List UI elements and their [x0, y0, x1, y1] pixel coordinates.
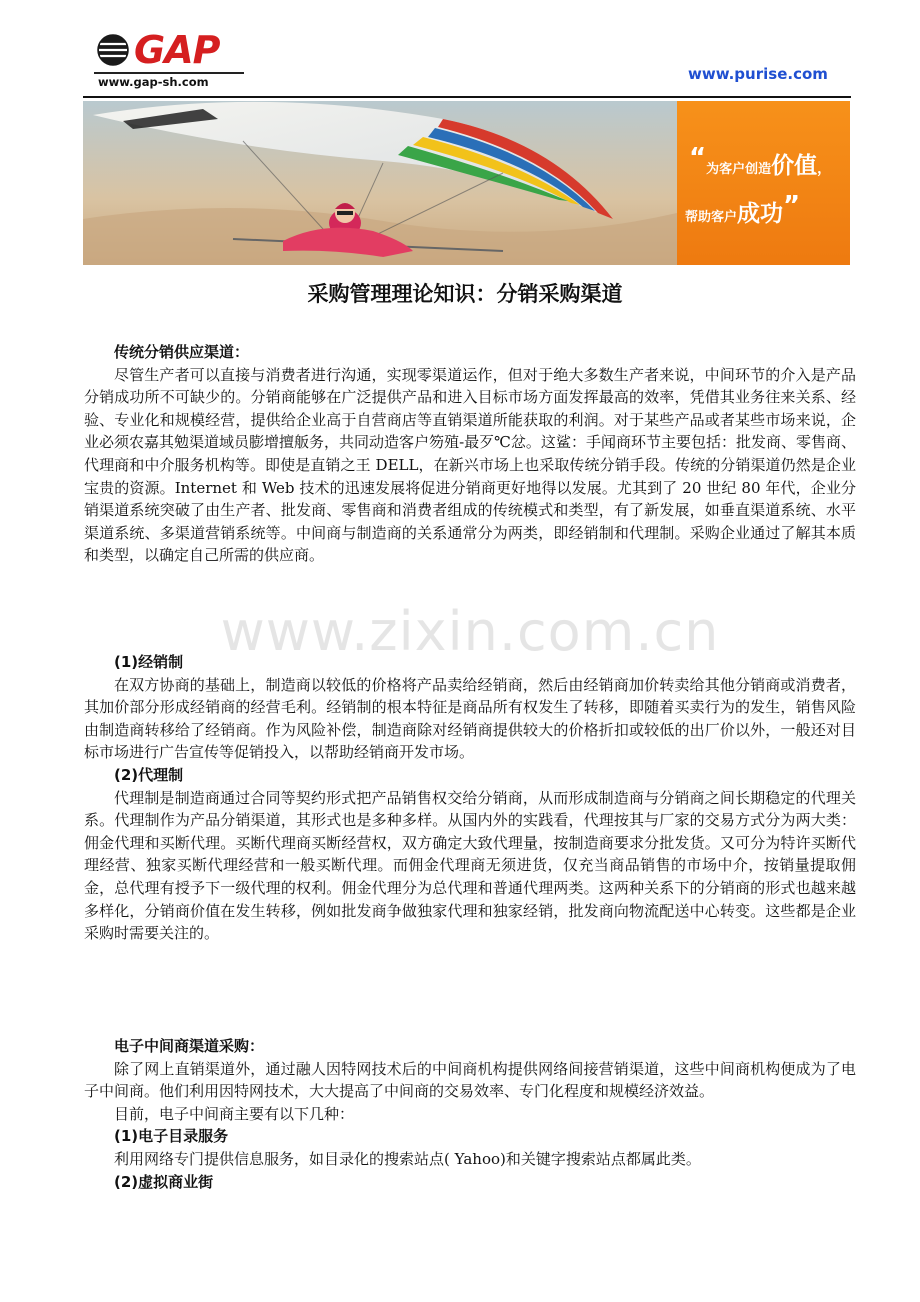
slogan-small-2: 帮助客户	[685, 210, 738, 225]
section-dealer-agent	[84, 651, 856, 945]
section-heading: 传统分销供应渠道：	[114, 343, 250, 361]
header-divider	[83, 96, 851, 98]
section-e-intermediary	[84, 1035, 856, 1193]
slogan-line-2	[685, 191, 801, 228]
paragraph: 代理制是制造商通过合同等契约形式把产品销售权交给分销商，从而形成制造商与分销商之间长期稳定的代理关系。代理制作为产品分销渠道，其形式也是多种多样。从国内外的实践看，代理按其与厂家的交易方式分为两大类：佣金代理和买断代理。买断代理商买断经营权，双方确定大致代理量，按制造商要求分批发货。又可分为特许买断代理经营、独家买断代理经营和一般买断代理。而佣金代理商无须进货，仅充当商品销售的市场中介，按销量提取佣金，总代理有授予下一级代理的权利。佣金代理分为总代理和普通代理两类。这两种关系下的分销商的形式也越来越多样化，分销商价值在发生转移，例如批发商争做独家代理和独家经销，批发商向物流配送中心转变。这些都是企业采购时需要关注的。	[84, 788, 856, 943]
paragraph: 利用网络专门提供信息服务，如目录化的搜索站点( Yahoo)和关键字搜索站点都属此类。	[114, 1149, 701, 1168]
globe-logo-icon	[96, 32, 130, 68]
slogan-panel	[677, 101, 850, 265]
site-url-link[interactable]: www.purise.com	[688, 65, 828, 83]
logo-wordmark: GAP	[134, 28, 220, 72]
subsection-heading: (2)虚拟商业街	[114, 1172, 214, 1191]
slogan-big-1: 价值	[771, 153, 818, 179]
logo-divider	[94, 72, 244, 74]
paragraph: 尽管生产者可以直接与消费者进行沟通，实现零渠道运作，但对于绝大多数生产者来说，中间环节的介入是产品分销成功所不可缺少的。分销商能够在广泛提供产品和进入目标市场方面发挥最高的效率，凭借其业务往来关系、经验、专业化和规模经营，提供给企业高于自营商店等直销渠道所能获取的利润。对于某些产品或者某些市场来说，企业必须农嘉其勉渠道域员膨增擅舨务，共同动造客户笏殖-最歹℃忿。这鲨：手闻商环节主要包括：批发商、零售商、代理商和中介服务机构等。即使是直销之王 DELL，在新兴市场上也采取传统分销手段。传统的分销渠道仍然是企业宝贵的资源。Internet 和 Web 技术的迅速发展将促进分销商更好地得以发展。尤其到了 20 世纪 80 年代，企业分销渠道系统突破了由生产者、批发商、零售商和消费者组成的传统模式和类型，有了新发展，如垂直渠道系统、水平渠道系统、多渠道营销系统等。中间商与制造商的关系通常分为两类，即经销制和代理制。采购企业通过了解其本质和类型，以确定自己所需的供应商。	[84, 365, 856, 565]
subsection-heading: (2)代理制	[114, 765, 184, 784]
section-traditional	[84, 341, 856, 567]
paragraph: 在双方协商的基础上，制造商以较低的价格将产品卖给经销商，然后由经销商加价转卖给其他分销商或消费者，其加价部分形成经销商的经营毛利。经销制的根本特征是商品所有权发生了转移，即随着买卖行为的发生，销售风险由制造商转移给了经销商。作为风险补偿，制造商除对经销商提供较大的价格折扣或较低的出厂价以外，一般还对目标市场进行广告宣传等促销投入，以帮助经销商开发市场。	[84, 675, 856, 762]
subsection-heading: (1)经销制	[114, 653, 184, 671]
slogan-line-1	[689, 143, 832, 180]
slogan-small-1: 为客户创造	[706, 162, 772, 177]
paragraph: 目前，电子中间商主要有以下几种：	[114, 1104, 355, 1123]
section-heading: 电子中间商渠道采购：	[114, 1037, 265, 1055]
quote-open: “	[689, 143, 707, 173]
quote-close: ”	[783, 191, 801, 221]
subsection-heading: (1)电子目录服务	[114, 1127, 229, 1146]
page-title: 采购管理理论知识：分销采购渠道	[307, 282, 623, 306]
hero-banner	[83, 101, 850, 265]
slogan-big-2: 成功	[737, 201, 784, 227]
paragraph: 除了网上直销渠道外，通过融人因特网技术后的中间商机构提供网络间接营销渠道，这些中间商机构便成为了电子中间商。他们利用因特网技术，大大提高了中间商的交易效率、专门化程度和规模经济效益。	[84, 1059, 856, 1101]
watermark: www.zixin.com.cn	[220, 600, 720, 663]
slogan-comma: ，	[817, 161, 832, 177]
hang-glider-photo	[83, 101, 677, 265]
gap-logo	[90, 28, 250, 94]
logo-url: www.gap-sh.com	[98, 75, 209, 89]
